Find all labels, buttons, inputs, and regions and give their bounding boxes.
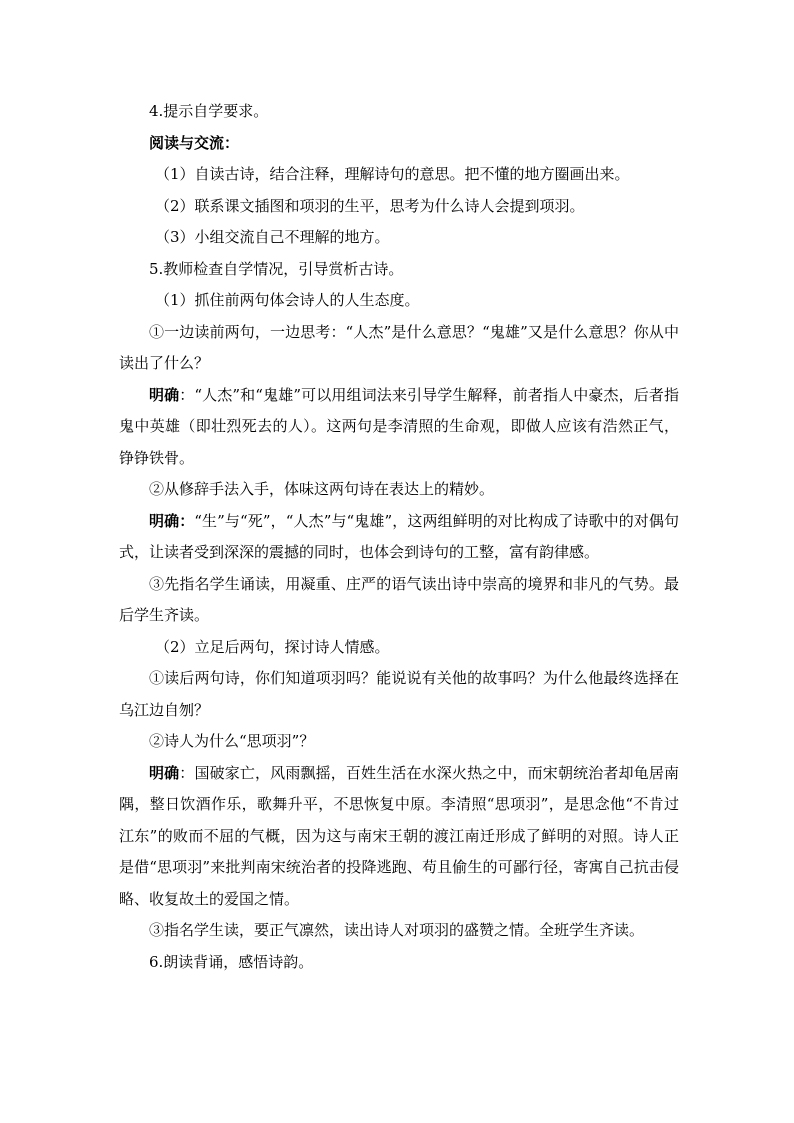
step-6-heading: 6.朗读背诵，感悟诗韵。 xyxy=(149,952,314,971)
question-paragraph-2: ②从修辞手法入手，体味这两句诗在表达上的精妙。 xyxy=(149,480,495,498)
question-paragraph-3: ①读后两句诗，你们知道项羽吗？能说说有关他的故事吗？为什么他最终选择在乌江边自刎？ xyxy=(119,669,679,719)
answer-paragraph-3 xyxy=(119,758,679,916)
answer-text: ：国破家亡，风雨飘摇，百姓生活在水深火热之中，而宋朝统治者却龟居南隅，整日饮酒作乐，歌舞升平，不思恢复中原。李清照“思项羽”，是思念他“不肯过江东”的败而不屈的气概，因为这与南宋王朝的渡江南迁形成了鲜明的对照。诗人正是借“思项羽”来批判南宋统治者的投降逃跑、苟且偷生的可鄙行径，寄寓自己抗击侵略、收复故土的爱国之情。 xyxy=(119,763,679,908)
sub-step-1-heading: （1）抓住前两句体会诗人的人生态度。 xyxy=(155,291,420,309)
reading-instruction-2: ③指名学生读，要正气凛然，读出诗人对项羽的盛赞之情。全班学生齐读。 xyxy=(149,921,645,939)
document-page xyxy=(119,96,679,978)
question-paragraph-1: ①一边读前两句，一边思考：“人杰”是什么意思？“鬼雄”又是什么意思？你从中读出了什么？ xyxy=(119,322,679,372)
answer-label: 明确 xyxy=(149,763,180,782)
answer-text: ：“人杰”和“鬼雄”可以用组词法来引导学生解释，前者指人中豪杰，后者指鬼中英雄（即壮烈死去的人）。这两句是李清照的生命观，即做人应该有浩然正气，铮铮铁骨。 xyxy=(119,385,679,467)
requirement-2: （2）联系课文插图和项羽的生平，思考为什么诗人会提到项羽。 xyxy=(155,196,585,215)
answer-paragraph-2 xyxy=(119,506,679,569)
reading-exchange-heading: 阅读与交流： xyxy=(149,133,240,152)
answer-paragraph-1 xyxy=(119,380,679,475)
answer-label: 明确： xyxy=(149,511,195,530)
step-4-heading: 4.提示自学要求。 xyxy=(149,102,269,120)
question-paragraph-4: ②诗人为什么“思项羽”？ xyxy=(149,732,315,750)
answer-text: “生”与“死”，“人杰”与“鬼雄”，这两组鲜明的对比构成了诗歌中的对偶句式，让读者受到深深的震撼的同时，也体会到诗句的工整，富有韵律感。 xyxy=(119,511,679,561)
reading-instruction-paragraph: ③先指名学生诵读，用凝重、庄严的语气读出诗中崇高的境界和非凡的气势。最后学生齐读。 xyxy=(119,574,679,624)
answer-label: 明确 xyxy=(149,385,180,404)
requirement-1: （1）自读古诗，结合注释，理解诗句的意思。把不懂的地方圈画出来。 xyxy=(155,165,630,183)
step-5-heading: 5.教师检查自学情况，引导赏析古诗。 xyxy=(149,259,404,278)
requirement-3: （3）小组交流自己不理解的地方。 xyxy=(155,228,390,246)
sub-step-2-heading: （2）立足后两句，探讨诗人情感。 xyxy=(155,637,390,656)
